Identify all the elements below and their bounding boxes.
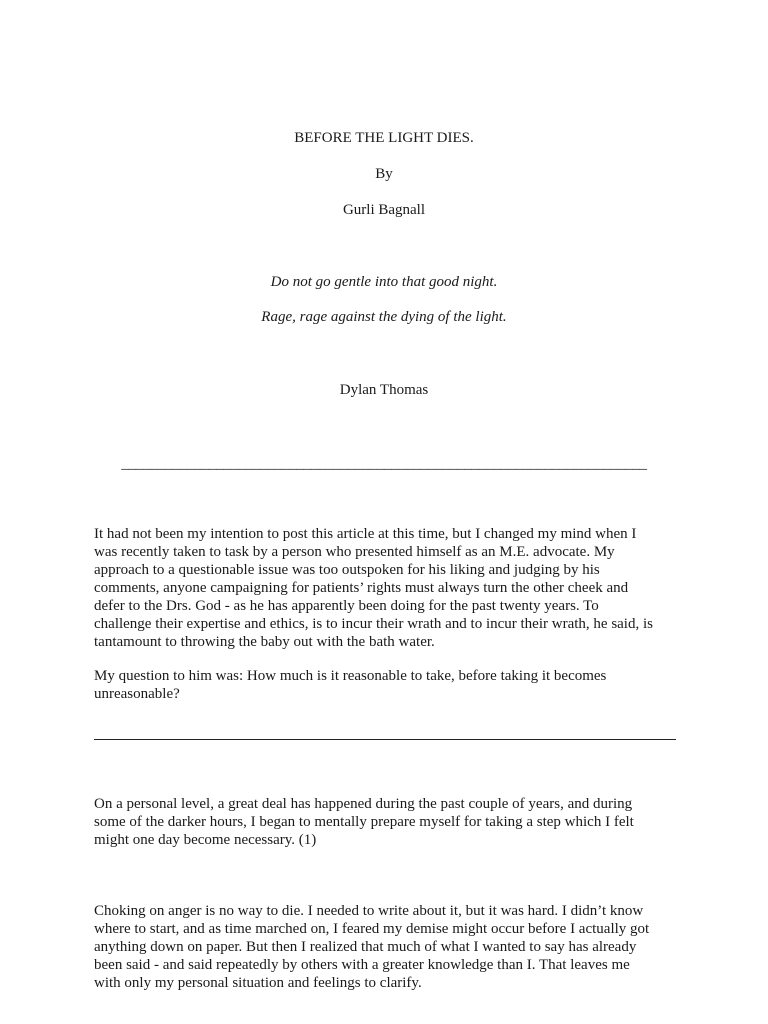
byline-label: By [375, 166, 393, 182]
paragraph-line: was recently taken to task by a person who presented himself as an M.E. advocate. My [94, 544, 615, 560]
paragraph-2 [94, 667, 684, 703]
paragraph-4 [94, 902, 684, 992]
paragraph-line: some of the darker hours, I began to mentally prepare myself for taking a step which I felt [94, 814, 634, 830]
paragraph-3 [94, 795, 684, 849]
paragraph-line: comments, anyone campaigning for patients’ rights must always turn the other cheek and [94, 580, 629, 596]
paragraph-line: where to start, and as time marched on, I feared my demise might occur before I actually got [94, 921, 650, 937]
paragraph-line: unreasonable? [94, 686, 180, 702]
epigraph-line-1: Do not go gentle into that good night. [270, 274, 498, 290]
paragraph-line: My question to him was: How much is it reasonable to take, before taking it becomes [94, 668, 607, 684]
underscore-separator: ________________________________________________________________________ [121, 456, 647, 472]
paragraph-line: with only my personal situation and feelings to clarify. [94, 975, 422, 991]
paragraph-line: It had not been my intention to post this article at this time, but I changed my mind when I [94, 526, 637, 542]
paragraph-line: might one day become necessary. (1) [94, 832, 317, 848]
paragraph-line: challenge their expertise and ethics, is to incur their wrath and to incur their wrath, he said, is [94, 616, 653, 632]
paragraph-1 [94, 525, 684, 651]
paragraph-line: Choking on anger is no way to die. I needed to write about it, but it was hard. I didn’t know [94, 903, 644, 919]
document-title: BEFORE THE LIGHT DIES. [294, 130, 474, 146]
paragraph-line: approach to a questionable issue was too outspoken for his liking and judging by his [94, 562, 600, 578]
paragraph-line: On a personal level, a great deal has happened during the past couple of years, and during [94, 796, 633, 812]
epigraph-line-2: Rage, rage against the dying of the light. [261, 309, 507, 325]
author-name: Gurli Bagnall [342, 202, 426, 218]
epigraph-attribution: Dylan Thomas [339, 382, 429, 398]
paragraph-line: been said - and said repeatedly by others with a greater knowledge than I. That leaves me [94, 957, 630, 973]
paragraph-line: tantamount to throwing the baby out with the bath water. [94, 634, 435, 650]
paragraph-line: defer to the Drs. God - as he has apparently been doing for the past twenty years. To [94, 598, 599, 614]
horizontal-rule [94, 739, 676, 740]
paragraph-line: anything down on paper. But then I realized that much of what I wanted to say has already [94, 939, 637, 955]
